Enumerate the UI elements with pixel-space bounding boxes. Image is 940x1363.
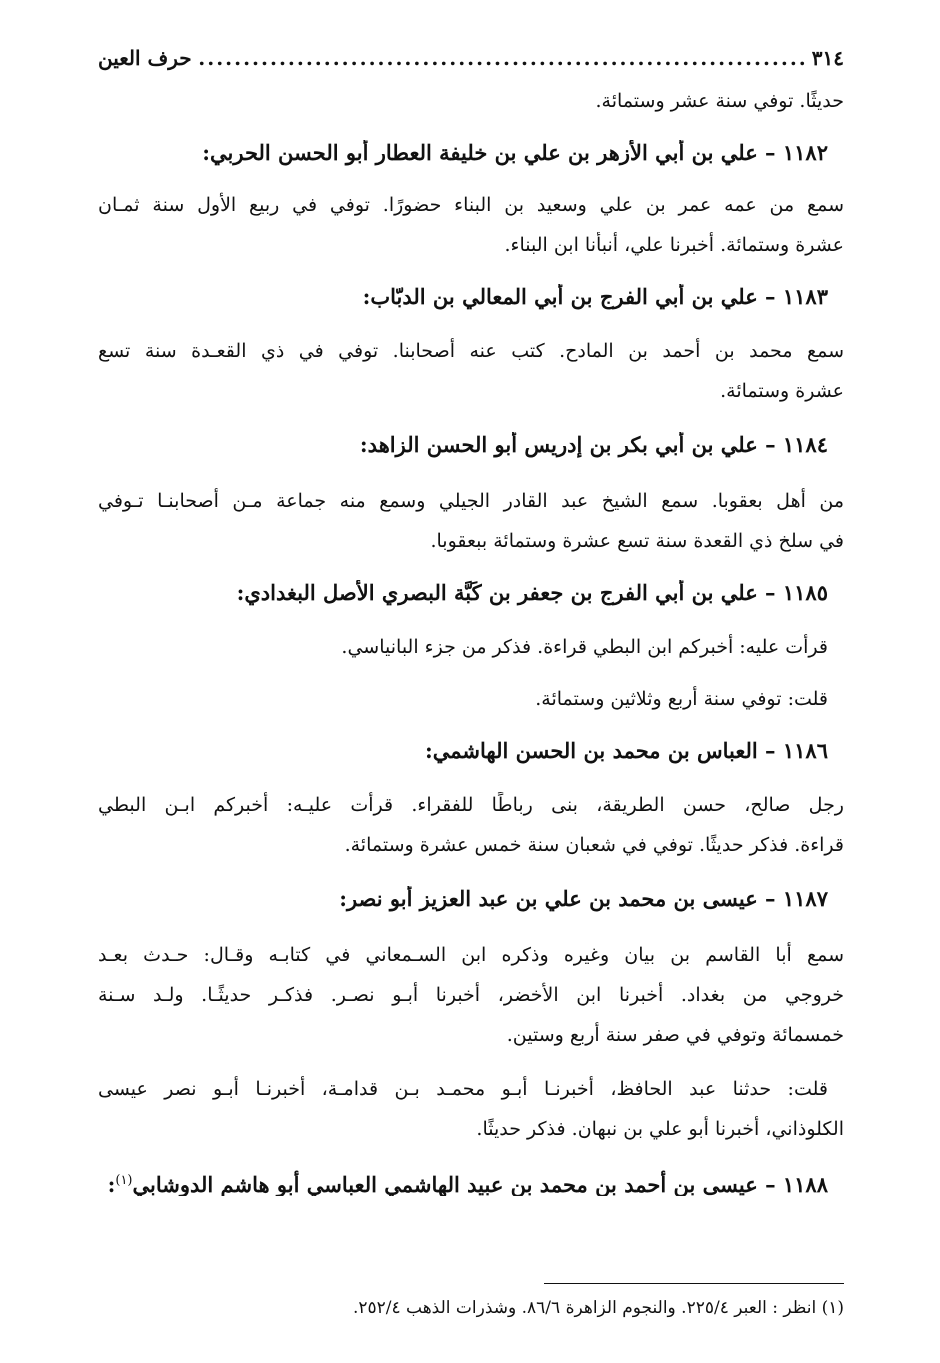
- entry-heading-1188: [98, 1168, 828, 1196]
- entry-heading-1183: ١١٨٣ – علي بن أبي الفرج بن أبي المعالي بن الدبّاب:: [362, 284, 828, 309]
- running-title: حرف العين: [98, 46, 192, 70]
- text-line: حديثًا. توفي سنة عشر وستمائة.: [595, 90, 844, 112]
- text-line: عشرة وستمائة.: [720, 380, 844, 402]
- heading-colon: :: [107, 1172, 116, 1196]
- footnote-marker: (١): [115, 1173, 133, 1188]
- text-line: من أهل بعقوبا. سمع الشيخ عبد القادر الجيلي وسمع منه جماعة مـن أصحابنـا تـوفي: [98, 490, 844, 512]
- entry-heading-1186: ١١٨٦ – العباس بن محمد بن الحسن الهاشمي:: [425, 738, 828, 763]
- text-line: خروجي من بغداد. أخبرنا ابن الأخضر، أخبرنا أبـو نصـر. فذكـر حديثًـا. ولـد سـنة: [98, 984, 844, 1006]
- book-page: [98, 40, 844, 1340]
- text-line: قراءة. فذكر حديثًا. توفي في شعبان سنة خمس عشرة وستمائة.: [344, 834, 844, 856]
- page-number: ٣١٤: [811, 46, 844, 70]
- entry-heading-1185: ١١٨٥ – علي بن أبي الفرج بن جعفر بن كَبَّة البصري الأصل البغدادي:: [236, 580, 828, 605]
- text-line: قلت: توفي سنة أربع وثلاثين وستمائة.: [535, 688, 828, 710]
- running-header: [98, 40, 844, 76]
- text-line: قرأت عليه: أخبركم ابن البطي قراءة. فذكر من جزء البانياسي.: [341, 636, 828, 658]
- entry-heading-1182: ١١٨٢ – علي بن أبي الأزهر بن علي بن خليفة العطار أبو الحسن الحربي:: [202, 140, 828, 165]
- text-line: سمع من عمه عمر بن علي وسعيد بن البناء حضورًا. توفي في ربيع الأول سنة ثمـان: [98, 194, 844, 216]
- footnote-divider: [544, 1283, 844, 1284]
- text-line: خمسمائة وتوفي في صفر سنة أربع وستين.: [506, 1024, 844, 1046]
- text-line: سمع محمد بن أحمد بن المادح. كتب عنه أصحابنا. توفي في ذي القعـدة سنة تسع: [98, 340, 844, 362]
- text-line: في سلخ ذي القعدة سنة تسع عشرة وستمائة ببعقوبا.: [430, 530, 844, 552]
- header-leader-dots: [196, 48, 808, 68]
- footnote: (١) انظر : العبر ٢٢٥/٤. والنجوم الزاهرة ٨٦/٦. وشذرات الذهب ٢٥٢/٤.: [352, 1298, 844, 1318]
- text-line: عشرة وستمائة. أخبرنا علي، أنبأنا ابن البناء.: [504, 234, 844, 256]
- entry-heading-1188-text: ١١٨٨ – عيسى بن أحمد بن محمد بن عبيد الهاشمي العباسي أبو هاشم الدوشابي: [132, 1172, 828, 1196]
- text-line: رجل صالح، حسن الطريقة، بنى رباطًا للفقراء. قرأت عليـه: أخبركم ابـن البطي: [98, 794, 844, 816]
- text-line: الكلوذاني، أخبرنا أبو علي بن نبهان. فذكر حديثًا.: [476, 1118, 844, 1140]
- text-line: قلت: حدثنا عبد الحافظ، أخبرنـا أبـو محمـد بـن قدامـة، أخبرنـا أبـو نصر عيسى: [98, 1078, 828, 1100]
- text-line: سمع أبا القاسم بن بيان وغيره وذكره ابن السـمعاني في كتابـه وقـال: حـدث بعـد: [98, 944, 844, 966]
- entry-heading-1187: ١١٨٧ – عيسى بن محمد بن علي بن عبد العزيز أبو نصر:: [339, 886, 828, 911]
- entry-heading-1184: ١١٨٤ – علي بن أبي بكر بن إدريس أبو الحسن الزاهد:: [359, 432, 828, 457]
